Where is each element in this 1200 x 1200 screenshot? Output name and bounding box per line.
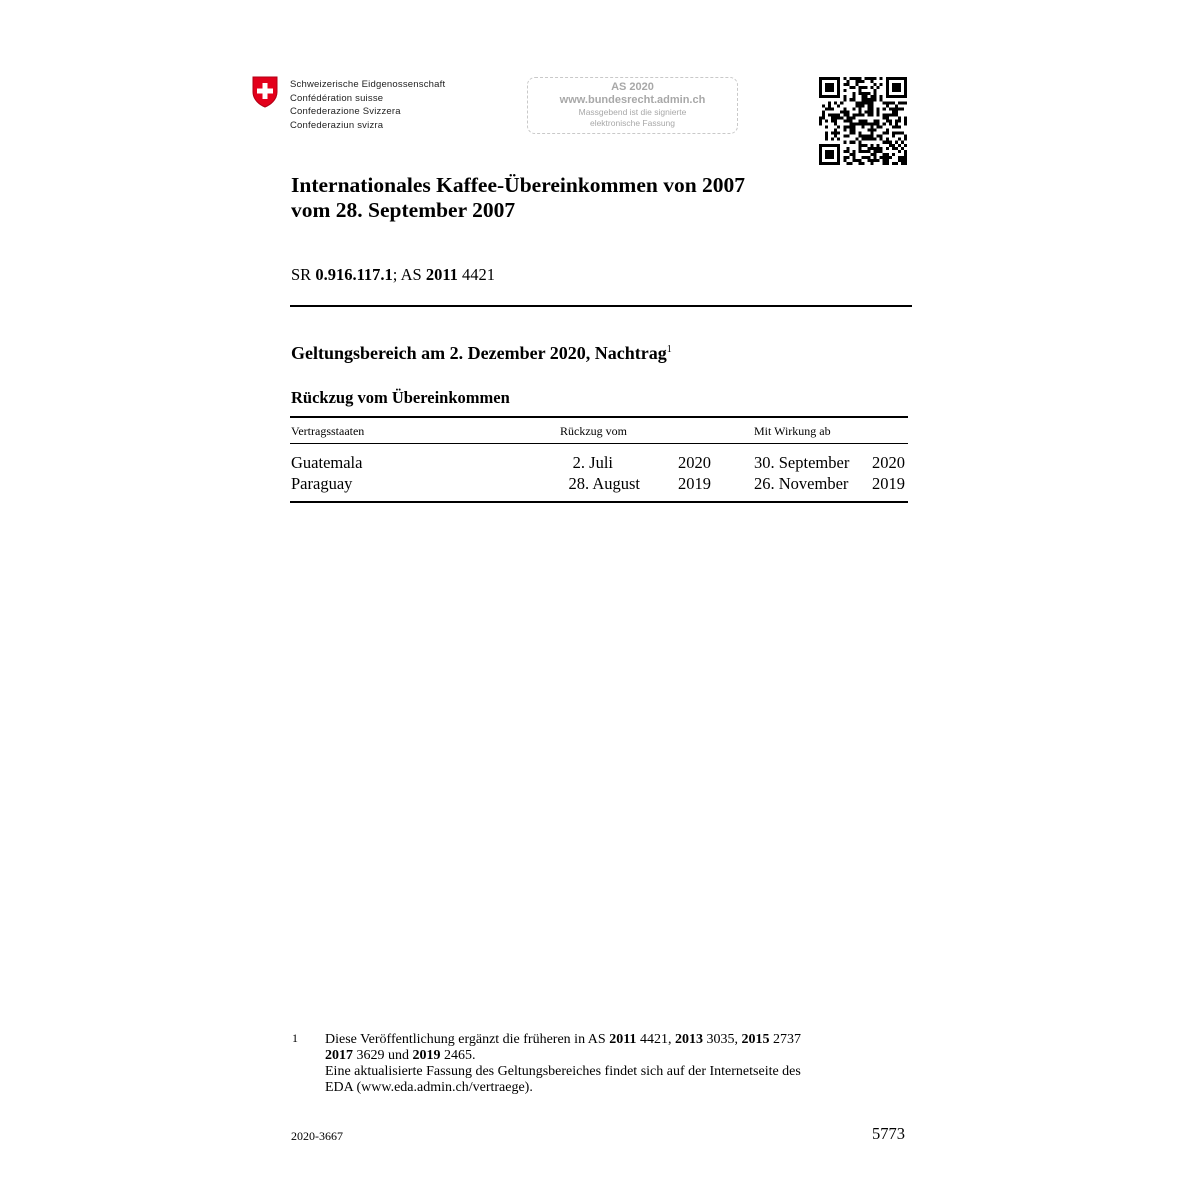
sr-separator: ; AS bbox=[392, 265, 426, 284]
cell-effective-date: 26. November bbox=[754, 474, 849, 493]
fn-year: 2011 bbox=[609, 1032, 637, 1047]
cell-withdrawal-date: 28. August bbox=[568, 474, 640, 493]
table-top-rule bbox=[290, 416, 908, 418]
sr-reference bbox=[291, 265, 495, 285]
fn-text: 3629 und bbox=[353, 1048, 413, 1063]
stamp-line-3: Massgebend ist die signierte bbox=[578, 107, 687, 117]
fn-text: 2737 bbox=[769, 1032, 801, 1047]
fn-year: 2013 bbox=[674, 1032, 703, 1047]
cell-withdrawal-year: 2020 bbox=[678, 453, 711, 472]
federation-name-it: Confederazione Svizzera bbox=[290, 106, 401, 117]
table-bottom-rule bbox=[290, 501, 908, 503]
cell-effective-date: 30. September bbox=[754, 453, 850, 472]
stamp-line-4: elektronische Fassung bbox=[589, 118, 676, 128]
sr-prefix: SR bbox=[291, 265, 316, 284]
cell-state: Guatemala bbox=[291, 453, 363, 472]
fn-year: 2015 bbox=[741, 1032, 770, 1047]
table-header-rule bbox=[290, 443, 908, 444]
federation-name-fr: Confédération suisse bbox=[290, 92, 384, 104]
federation-name-de: Schweizerische Eidgenossenschaft bbox=[290, 79, 446, 90]
cell-withdrawal-year: 2019 bbox=[678, 474, 711, 493]
footnote-line-3: Eine aktualisierte Fassung des Geltungsbereiches findet sich auf der Internetseite des bbox=[325, 1064, 801, 1079]
page-number: 5773 bbox=[872, 1124, 905, 1143]
footnote-text bbox=[325, 1032, 895, 1096]
fn-text: 2465. bbox=[440, 1048, 476, 1063]
document-number: 2020-3667 bbox=[291, 1129, 343, 1143]
footnote-line-4: EDA (www.eda.admin.ch/vertraege). bbox=[325, 1080, 533, 1095]
cell-withdrawal-date: 2. Juli bbox=[572, 453, 613, 472]
footnote-line-2 bbox=[325, 1048, 895, 1064]
document-title bbox=[291, 173, 745, 223]
federation-names bbox=[290, 78, 445, 132]
title-line-1: Internationales Kaffee-Übereinkommen von 2007 bbox=[291, 173, 746, 197]
as-stamp bbox=[527, 77, 738, 134]
stamp-line-1: AS 2020 bbox=[611, 81, 654, 93]
fn-text: 4421, bbox=[636, 1032, 675, 1047]
federation-name-rm: Confederaziun svizra bbox=[290, 119, 384, 131]
footnote-ref[interactable]: 1 bbox=[666, 344, 672, 355]
fn-year: 2017 bbox=[325, 1048, 353, 1063]
column-header-states: Vertragsstaaten bbox=[291, 424, 365, 438]
swiss-coat-of-arms-icon bbox=[252, 76, 278, 108]
header-rule bbox=[290, 305, 912, 307]
fn-text: 3035, bbox=[702, 1032, 742, 1047]
stamp-url: www.bundesrecht.admin.ch bbox=[559, 94, 706, 106]
qr-code-icon bbox=[819, 77, 907, 165]
column-header-effective: Mit Wirkung ab bbox=[754, 424, 831, 438]
section-title-text: Geltungsbereich am 2. Dezember 2020, Nachtrag bbox=[291, 343, 667, 363]
cell-effective-year: 2019 bbox=[872, 474, 905, 493]
subsection-title: Rückzug vom Übereinkommen bbox=[291, 388, 510, 407]
cell-state: Paraguay bbox=[291, 474, 353, 493]
as-year: 2011 bbox=[425, 265, 458, 284]
fn-text: Diese Veröffentlichung ergänzt die früheren in AS bbox=[325, 1032, 610, 1047]
as-page: 4421 bbox=[457, 265, 496, 284]
section-title bbox=[291, 343, 672, 364]
fn-year: 2019 bbox=[412, 1048, 441, 1063]
footnote-number: 1 bbox=[292, 1031, 298, 1045]
cell-effective-year: 2020 bbox=[872, 453, 905, 472]
footnote-line-1 bbox=[325, 1032, 895, 1048]
title-line-2: vom 28. September 2007 bbox=[291, 198, 516, 222]
column-header-withdrawal: Rückzug vom bbox=[560, 424, 627, 438]
sr-number: 0.916.117.1 bbox=[315, 265, 393, 284]
